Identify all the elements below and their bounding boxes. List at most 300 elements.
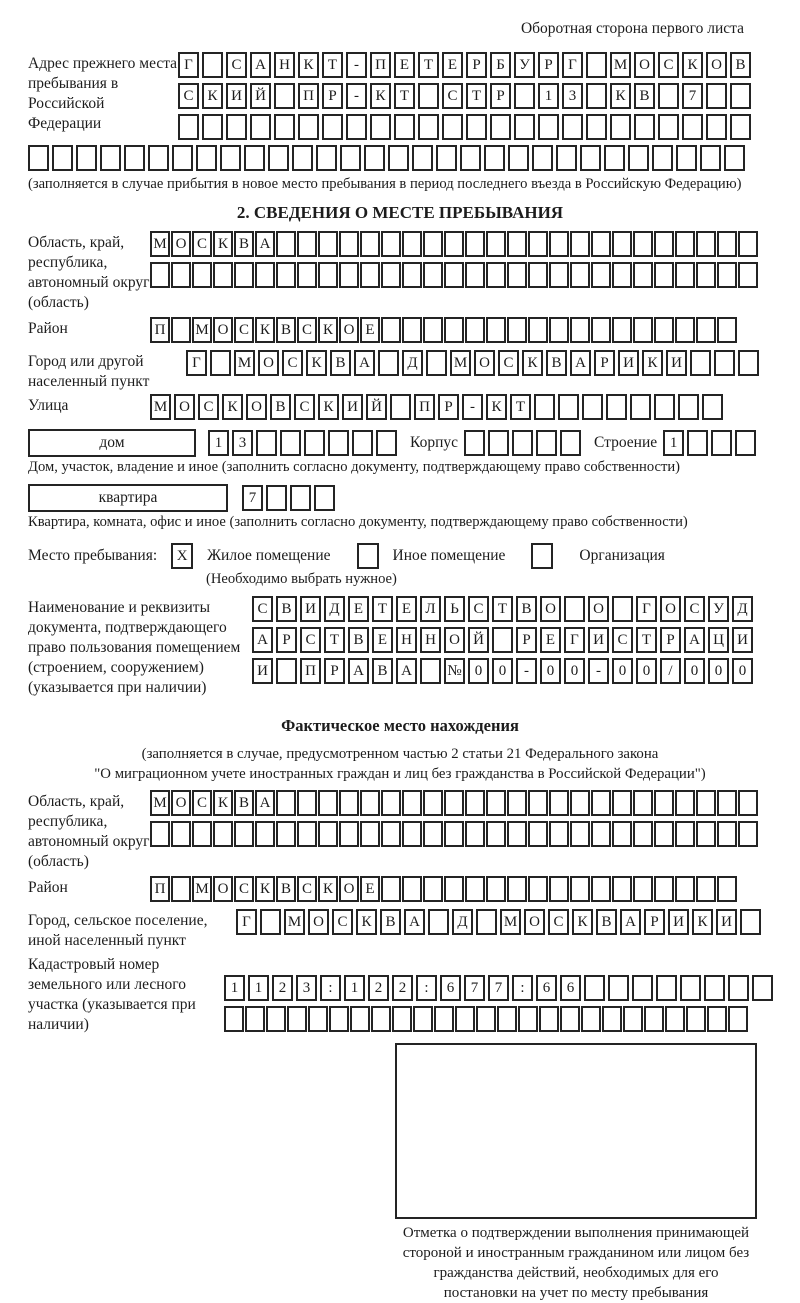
char-cell[interactable] — [570, 231, 590, 257]
char-cell[interactable] — [488, 430, 509, 456]
char-cell[interactable]: П — [150, 876, 170, 902]
char-cell[interactable]: И — [252, 658, 273, 684]
char-cell[interactable]: С — [332, 909, 353, 935]
char-cell[interactable]: - — [588, 658, 609, 684]
char-cell[interactable] — [528, 876, 548, 902]
char-cell[interactable]: Р — [594, 350, 615, 376]
char-cell[interactable] — [318, 790, 338, 816]
char-cell[interactable]: К — [222, 394, 243, 420]
char-cell[interactable] — [444, 876, 464, 902]
char-cell[interactable] — [675, 790, 695, 816]
char-cell[interactable] — [707, 1006, 727, 1032]
char-cell[interactable] — [464, 430, 485, 456]
char-cell[interactable]: А — [396, 658, 417, 684]
char-cell[interactable] — [268, 145, 289, 171]
char-cell[interactable]: И — [226, 83, 247, 109]
char-cell[interactable]: Т — [394, 83, 415, 109]
residence-type-checkbox-org[interactable] — [531, 543, 553, 569]
char-cell[interactable]: А — [570, 350, 591, 376]
char-cell[interactable] — [738, 231, 758, 257]
char-cell[interactable] — [644, 1006, 664, 1032]
char-cell[interactable]: Д — [324, 596, 345, 622]
char-cell[interactable]: Ц — [708, 627, 729, 653]
char-cell[interactable]: И — [666, 350, 687, 376]
char-cell[interactable]: Д — [732, 596, 753, 622]
char-cell[interactable] — [196, 145, 217, 171]
char-cell[interactable]: И — [732, 627, 753, 653]
char-cell[interactable] — [381, 790, 401, 816]
char-cell[interactable] — [528, 821, 548, 847]
char-cell[interactable]: С — [234, 317, 254, 343]
char-cell[interactable]: Б — [490, 52, 511, 78]
char-cell[interactable]: К — [255, 317, 275, 343]
char-cell[interactable] — [340, 145, 361, 171]
char-cell[interactable]: Й — [468, 627, 489, 653]
char-cell[interactable] — [234, 821, 254, 847]
char-cell[interactable]: А — [255, 790, 275, 816]
char-cell[interactable]: О — [171, 790, 191, 816]
char-cell[interactable] — [604, 145, 625, 171]
char-cell[interactable]: 3 — [232, 430, 253, 456]
char-cell[interactable]: К — [692, 909, 713, 935]
char-cell[interactable]: 0 — [468, 658, 489, 684]
char-cell[interactable] — [714, 350, 735, 376]
char-cell[interactable] — [465, 876, 485, 902]
char-cell[interactable]: К — [682, 52, 703, 78]
residence-type-checkbox-zhiloe[interactable]: X — [171, 543, 193, 569]
char-cell[interactable]: Р — [276, 627, 297, 653]
char-cell[interactable] — [675, 231, 695, 257]
char-cell[interactable] — [370, 114, 391, 140]
char-cell[interactable]: В — [276, 317, 296, 343]
char-cell[interactable]: О — [444, 627, 465, 653]
char-cell[interactable] — [507, 790, 527, 816]
char-cell[interactable]: О — [174, 394, 195, 420]
char-cell[interactable] — [549, 262, 569, 288]
char-cell[interactable]: К — [572, 909, 593, 935]
char-cell[interactable]: 0 — [732, 658, 753, 684]
char-cell[interactable] — [612, 262, 632, 288]
char-cell[interactable] — [532, 145, 553, 171]
char-cell[interactable] — [549, 317, 569, 343]
char-cell[interactable]: Г — [186, 350, 207, 376]
char-cell[interactable]: : — [416, 975, 437, 1001]
char-cell[interactable]: - — [462, 394, 483, 420]
char-cell[interactable] — [434, 1006, 454, 1032]
char-cell[interactable]: Е — [360, 876, 380, 902]
char-cell[interactable]: К — [318, 394, 339, 420]
char-cell[interactable] — [717, 790, 737, 816]
char-cell[interactable]: А — [348, 658, 369, 684]
char-cell[interactable] — [455, 1006, 475, 1032]
char-cell[interactable]: 6 — [560, 975, 581, 1001]
char-cell[interactable] — [696, 821, 716, 847]
char-cell[interactable]: 7 — [242, 485, 263, 511]
char-cell[interactable] — [702, 394, 723, 420]
char-cell[interactable]: О — [540, 596, 561, 622]
char-cell[interactable] — [675, 262, 695, 288]
char-cell[interactable]: В — [276, 596, 297, 622]
char-cell[interactable]: М — [284, 909, 305, 935]
char-cell[interactable]: С — [178, 83, 199, 109]
char-cell[interactable]: 6 — [440, 975, 461, 1001]
char-cell[interactable]: К — [610, 83, 631, 109]
char-cell[interactable]: С — [548, 909, 569, 935]
char-cell[interactable] — [690, 350, 711, 376]
char-cell[interactable]: 2 — [368, 975, 389, 1001]
char-cell[interactable]: 0 — [564, 658, 585, 684]
char-cell[interactable]: И — [618, 350, 639, 376]
char-cell[interactable]: Р — [538, 52, 559, 78]
char-cell[interactable] — [297, 231, 317, 257]
char-cell[interactable]: 1 — [248, 975, 269, 1001]
char-cell[interactable] — [418, 83, 439, 109]
char-cell[interactable] — [486, 317, 506, 343]
char-cell[interactable]: П — [298, 83, 319, 109]
char-cell[interactable]: Р — [490, 83, 511, 109]
char-cell[interactable]: 0 — [684, 658, 705, 684]
char-cell[interactable]: Е — [394, 52, 415, 78]
char-cell[interactable]: И — [588, 627, 609, 653]
char-cell[interactable] — [654, 394, 675, 420]
char-cell[interactable] — [507, 231, 527, 257]
char-cell[interactable] — [381, 262, 401, 288]
char-cell[interactable] — [490, 114, 511, 140]
char-cell[interactable]: 1 — [538, 83, 559, 109]
char-cell[interactable] — [339, 262, 359, 288]
char-cell[interactable] — [274, 114, 295, 140]
char-cell[interactable] — [704, 975, 725, 1001]
char-cell[interactable]: Г — [236, 909, 257, 935]
char-cell[interactable]: О — [258, 350, 279, 376]
char-cell[interactable] — [124, 145, 145, 171]
char-cell[interactable] — [591, 317, 611, 343]
char-cell[interactable] — [402, 821, 422, 847]
char-cell[interactable] — [514, 83, 535, 109]
char-cell[interactable] — [665, 1006, 685, 1032]
residence-type-checkbox-inoe[interactable] — [357, 543, 379, 569]
char-cell[interactable] — [558, 394, 579, 420]
char-cell[interactable] — [654, 231, 674, 257]
char-cell[interactable] — [717, 876, 737, 902]
char-cell[interactable] — [339, 790, 359, 816]
char-cell[interactable] — [654, 790, 674, 816]
char-cell[interactable] — [172, 145, 193, 171]
char-cell[interactable] — [202, 114, 223, 140]
char-cell[interactable]: Т — [466, 83, 487, 109]
char-cell[interactable] — [518, 1006, 538, 1032]
char-cell[interactable] — [738, 821, 758, 847]
char-cell[interactable]: В — [270, 394, 291, 420]
char-cell[interactable] — [656, 975, 677, 1001]
char-cell[interactable]: - — [516, 658, 537, 684]
char-cell[interactable] — [528, 317, 548, 343]
char-cell[interactable]: А — [684, 627, 705, 653]
char-cell[interactable] — [717, 231, 737, 257]
char-cell[interactable] — [276, 658, 297, 684]
char-cell[interactable] — [630, 394, 651, 420]
char-cell[interactable]: 6 — [536, 975, 557, 1001]
char-cell[interactable]: С — [684, 596, 705, 622]
char-cell[interactable]: - — [346, 83, 367, 109]
char-cell[interactable] — [444, 790, 464, 816]
char-cell[interactable] — [329, 1006, 349, 1032]
char-cell[interactable]: 0 — [492, 658, 513, 684]
char-cell[interactable]: О — [474, 350, 495, 376]
char-cell[interactable] — [717, 821, 737, 847]
char-cell[interactable] — [423, 821, 443, 847]
char-cell[interactable]: : — [320, 975, 341, 1001]
char-cell[interactable] — [632, 975, 653, 1001]
char-cell[interactable]: И — [716, 909, 737, 935]
char-cell[interactable]: О — [339, 317, 359, 343]
char-cell[interactable]: Т — [418, 52, 439, 78]
char-cell[interactable]: Р — [466, 52, 487, 78]
char-cell[interactable]: Й — [366, 394, 387, 420]
char-cell[interactable] — [654, 821, 674, 847]
char-cell[interactable]: О — [634, 52, 655, 78]
char-cell[interactable] — [606, 394, 627, 420]
char-cell[interactable]: А — [252, 627, 273, 653]
char-cell[interactable]: У — [708, 596, 729, 622]
char-cell[interactable]: В — [234, 231, 254, 257]
char-cell[interactable] — [676, 145, 697, 171]
char-cell[interactable] — [628, 145, 649, 171]
char-cell[interactable] — [728, 1006, 748, 1032]
char-cell[interactable] — [658, 83, 679, 109]
char-cell[interactable]: П — [414, 394, 435, 420]
char-cell[interactable] — [680, 975, 701, 1001]
char-cell[interactable] — [738, 350, 759, 376]
char-cell[interactable] — [492, 627, 513, 653]
char-cell[interactable]: Й — [250, 83, 271, 109]
char-cell[interactable] — [298, 114, 319, 140]
char-cell[interactable]: О — [213, 876, 233, 902]
char-cell[interactable]: Т — [322, 52, 343, 78]
char-cell[interactable] — [428, 909, 449, 935]
char-cell[interactable] — [654, 262, 674, 288]
char-cell[interactable]: С — [234, 876, 254, 902]
char-cell[interactable]: М — [610, 52, 631, 78]
char-cell[interactable] — [213, 821, 233, 847]
char-cell[interactable]: 0 — [612, 658, 633, 684]
char-cell[interactable] — [560, 1006, 580, 1032]
char-cell[interactable] — [612, 317, 632, 343]
char-cell[interactable] — [192, 821, 212, 847]
char-cell[interactable]: С — [294, 394, 315, 420]
char-cell[interactable]: К — [318, 317, 338, 343]
char-cell[interactable]: Г — [636, 596, 657, 622]
char-cell[interactable]: М — [150, 790, 170, 816]
char-cell[interactable]: К — [213, 790, 233, 816]
char-cell[interactable] — [314, 485, 335, 511]
char-cell[interactable] — [612, 596, 633, 622]
char-cell[interactable] — [213, 262, 233, 288]
char-cell[interactable] — [634, 114, 655, 140]
char-cell[interactable]: М — [150, 231, 170, 257]
char-cell[interactable] — [297, 821, 317, 847]
char-cell[interactable]: О — [246, 394, 267, 420]
char-cell[interactable] — [316, 145, 337, 171]
char-cell[interactable] — [476, 1006, 496, 1032]
char-cell[interactable] — [623, 1006, 643, 1032]
char-cell[interactable] — [507, 821, 527, 847]
char-cell[interactable]: Д — [452, 909, 473, 935]
char-cell[interactable] — [423, 876, 443, 902]
char-cell[interactable] — [466, 114, 487, 140]
char-cell[interactable]: В — [634, 83, 655, 109]
char-cell[interactable] — [260, 909, 281, 935]
char-cell[interactable]: К — [298, 52, 319, 78]
char-cell[interactable] — [534, 394, 555, 420]
char-cell[interactable]: 1 — [663, 430, 684, 456]
char-cell[interactable] — [570, 821, 590, 847]
char-cell[interactable] — [633, 231, 653, 257]
char-cell[interactable] — [476, 909, 497, 935]
char-cell[interactable] — [150, 821, 170, 847]
char-cell[interactable]: № — [444, 658, 465, 684]
char-cell[interactable] — [210, 350, 231, 376]
char-cell[interactable]: Н — [274, 52, 295, 78]
char-cell[interactable] — [687, 430, 708, 456]
char-cell[interactable] — [280, 430, 301, 456]
char-cell[interactable] — [633, 876, 653, 902]
char-cell[interactable]: Т — [372, 596, 393, 622]
char-cell[interactable] — [465, 317, 485, 343]
char-cell[interactable] — [402, 231, 422, 257]
char-cell[interactable] — [444, 262, 464, 288]
char-cell[interactable] — [392, 1006, 412, 1032]
char-cell[interactable] — [388, 145, 409, 171]
char-cell[interactable] — [584, 975, 605, 1001]
char-cell[interactable] — [486, 231, 506, 257]
char-cell[interactable]: / — [660, 658, 681, 684]
char-cell[interactable] — [484, 145, 505, 171]
char-cell[interactable]: В — [330, 350, 351, 376]
char-cell[interactable]: К — [318, 876, 338, 902]
char-cell[interactable] — [706, 83, 727, 109]
char-cell[interactable] — [528, 262, 548, 288]
char-cell[interactable]: К — [255, 876, 275, 902]
char-cell[interactable]: В — [596, 909, 617, 935]
char-cell[interactable] — [730, 114, 751, 140]
char-cell[interactable]: Г — [178, 52, 199, 78]
char-cell[interactable] — [570, 790, 590, 816]
char-cell[interactable]: П — [370, 52, 391, 78]
char-cell[interactable]: С — [198, 394, 219, 420]
char-cell[interactable] — [752, 975, 773, 1001]
char-cell[interactable]: Е — [360, 317, 380, 343]
char-cell[interactable] — [352, 430, 373, 456]
char-cell[interactable] — [486, 790, 506, 816]
char-cell[interactable] — [436, 145, 457, 171]
char-cell[interactable] — [292, 145, 313, 171]
char-cell[interactable]: К — [522, 350, 543, 376]
char-cell[interactable] — [412, 145, 433, 171]
char-cell[interactable]: В — [372, 658, 393, 684]
char-cell[interactable] — [549, 876, 569, 902]
char-cell[interactable]: В — [730, 52, 751, 78]
char-cell[interactable] — [652, 145, 673, 171]
char-cell[interactable]: В — [348, 627, 369, 653]
char-cell[interactable] — [591, 876, 611, 902]
char-cell[interactable]: Р — [516, 627, 537, 653]
char-cell[interactable] — [465, 262, 485, 288]
char-cell[interactable]: И — [300, 596, 321, 622]
char-cell[interactable] — [402, 262, 422, 288]
char-cell[interactable]: Р — [324, 658, 345, 684]
char-cell[interactable] — [28, 145, 49, 171]
char-cell[interactable] — [633, 790, 653, 816]
char-cell[interactable] — [508, 145, 529, 171]
char-cell[interactable]: М — [192, 876, 212, 902]
char-cell[interactable]: Г — [562, 52, 583, 78]
char-cell[interactable] — [245, 1006, 265, 1032]
char-cell[interactable]: В — [380, 909, 401, 935]
char-cell[interactable] — [76, 145, 97, 171]
char-cell[interactable] — [486, 876, 506, 902]
dom-field-box[interactable]: дом — [28, 429, 196, 457]
char-cell[interactable]: С — [192, 790, 212, 816]
char-cell[interactable]: У — [514, 52, 535, 78]
char-cell[interactable]: С — [442, 83, 463, 109]
char-cell[interactable] — [696, 317, 716, 343]
char-cell[interactable] — [274, 83, 295, 109]
char-cell[interactable] — [591, 821, 611, 847]
char-cell[interactable] — [423, 790, 443, 816]
char-cell[interactable] — [717, 317, 737, 343]
char-cell[interactable] — [328, 430, 349, 456]
char-cell[interactable] — [423, 262, 443, 288]
char-cell[interactable]: 0 — [540, 658, 561, 684]
char-cell[interactable] — [581, 1006, 601, 1032]
char-cell[interactable] — [591, 262, 611, 288]
char-cell[interactable] — [287, 1006, 307, 1032]
char-cell[interactable] — [486, 821, 506, 847]
char-cell[interactable] — [178, 114, 199, 140]
char-cell[interactable]: Е — [348, 596, 369, 622]
char-cell[interactable] — [371, 1006, 391, 1032]
char-cell[interactable]: 0 — [708, 658, 729, 684]
char-cell[interactable]: - — [346, 52, 367, 78]
char-cell[interactable]: В — [516, 596, 537, 622]
char-cell[interactable]: П — [300, 658, 321, 684]
char-cell[interactable] — [339, 821, 359, 847]
char-cell[interactable]: : — [512, 975, 533, 1001]
char-cell[interactable] — [528, 790, 548, 816]
char-cell[interactable] — [738, 790, 758, 816]
char-cell[interactable] — [612, 790, 632, 816]
char-cell[interactable]: Р — [644, 909, 665, 935]
char-cell[interactable]: О — [524, 909, 545, 935]
char-cell[interactable] — [418, 114, 439, 140]
char-cell[interactable] — [444, 317, 464, 343]
char-cell[interactable] — [318, 821, 338, 847]
char-cell[interactable] — [360, 790, 380, 816]
char-cell[interactable] — [514, 114, 535, 140]
char-cell[interactable]: С — [300, 627, 321, 653]
char-cell[interactable] — [465, 790, 485, 816]
char-cell[interactable] — [420, 658, 441, 684]
char-cell[interactable] — [224, 1006, 244, 1032]
char-cell[interactable] — [507, 262, 527, 288]
char-cell[interactable] — [220, 145, 241, 171]
char-cell[interactable]: К — [356, 909, 377, 935]
char-cell[interactable] — [730, 83, 751, 109]
char-cell[interactable]: 1 — [224, 975, 245, 1001]
char-cell[interactable] — [696, 790, 716, 816]
char-cell[interactable] — [318, 262, 338, 288]
